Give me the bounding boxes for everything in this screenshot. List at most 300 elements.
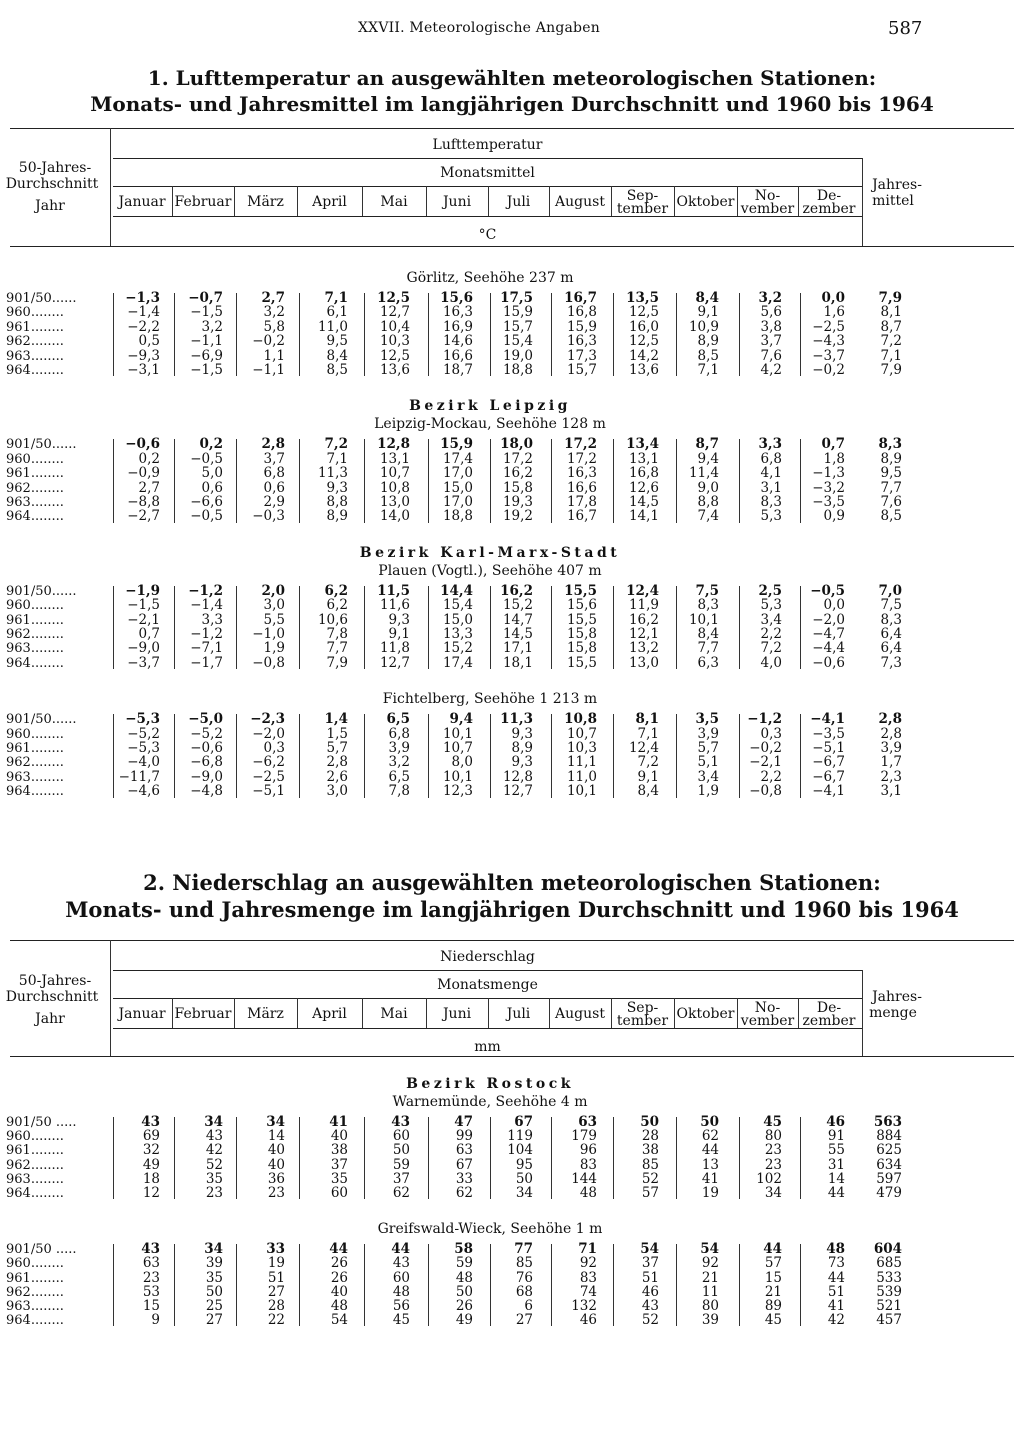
value-cell: −6,8 <box>190 754 223 771</box>
month-header: Oktober <box>676 194 735 210</box>
value-cell: 91 <box>827 1128 845 1145</box>
section2-title-line1: 2. Niederschlag an ausgewählten meteorologischen Stationen: <box>143 870 881 895</box>
value-cell: 17,0 <box>442 494 473 510</box>
value-cell: 8,1 <box>880 304 902 321</box>
month-header: August <box>555 1006 605 1022</box>
value-cell: 9,1 <box>637 768 659 785</box>
row-col-divider <box>299 714 300 797</box>
month-header-line2: zember <box>802 201 856 217</box>
value-cell: 19,0 <box>502 347 533 364</box>
value-cell: 13,4 <box>626 436 659 453</box>
value-cell: 67 <box>455 1156 473 1173</box>
value-cell: 52 <box>641 1170 659 1187</box>
value-cell: 5,1 <box>697 754 719 771</box>
value-cell: 8,8 <box>697 494 719 510</box>
value-cell: 10,1 <box>442 725 473 742</box>
value-cell: 16,8 <box>628 465 659 482</box>
value-cell: −4,0 <box>127 754 160 771</box>
value-cell: 13,0 <box>379 494 410 510</box>
value-cell: 104 <box>507 1142 533 1159</box>
value-cell: 1,4 <box>324 711 348 728</box>
section2-title <box>0 870 1024 924</box>
value-cell: 12 <box>142 1185 160 1201</box>
row-col-divider <box>551 1117 552 1199</box>
value-cell: 3,4 <box>760 611 782 628</box>
value-cell: 2,7 <box>138 479 160 496</box>
value-cell: 22 <box>267 1312 285 1329</box>
value-cell: 12,5 <box>379 347 410 364</box>
value-cell: 8,5 <box>697 347 719 364</box>
value-cell: 13,0 <box>628 654 659 671</box>
value-cell: 8,3 <box>878 436 902 453</box>
value-cell: 44 <box>763 1241 782 1258</box>
table-row <box>0 334 1024 349</box>
value-cell: 10,7 <box>566 725 597 742</box>
row-col-divider <box>236 714 237 797</box>
value-cell: 7,7 <box>697 640 719 657</box>
value-cell: 3,0 <box>263 597 285 614</box>
value-cell: 9 <box>151 1312 160 1329</box>
value-cell: −0,5 <box>190 508 223 525</box>
value-cell: 76 <box>515 1269 533 1286</box>
value-cell: 10,1 <box>566 783 597 800</box>
value-cell: 15,5 <box>566 611 597 628</box>
value-cell: 7,6 <box>880 494 902 510</box>
value-cell: −1,5 <box>190 362 223 378</box>
row-col-divider <box>739 714 740 797</box>
value-cell: 9,3 <box>388 611 410 628</box>
row-col-divider <box>364 714 365 797</box>
value-cell: 0,6 <box>263 479 285 496</box>
value-cell: 8,3 <box>697 597 719 614</box>
value-cell: 34 <box>764 1185 782 1201</box>
row-col-divider <box>551 714 552 797</box>
value-cell: 8,4 <box>695 290 719 306</box>
value-cell: 0,2 <box>138 450 160 467</box>
row-col-divider <box>236 586 237 669</box>
value-cell: 34 <box>266 1114 285 1130</box>
month-header: Mai <box>380 1006 408 1022</box>
value-cell: −1,3 <box>812 465 845 482</box>
value-cell: 2,6 <box>326 768 348 785</box>
value-cell: 12,3 <box>442 783 473 800</box>
value-cell: 43 <box>392 1255 410 1272</box>
row-col-divider <box>490 293 491 376</box>
value-cell: −4,8 <box>190 783 223 800</box>
row-col-divider <box>299 1117 300 1199</box>
value-cell: 2,7 <box>261 290 285 306</box>
row-col-divider <box>113 714 114 797</box>
value-cell: 71 <box>578 1241 597 1258</box>
value-cell: 26 <box>330 1255 348 1272</box>
value-cell: 2,8 <box>878 711 902 728</box>
value-cell: 3,9 <box>388 740 410 756</box>
row-col-divider <box>113 586 114 669</box>
station-title: Plauen (Vogtl.), Seehöhe 407 m <box>378 562 602 579</box>
value-cell: −2,0 <box>252 725 285 742</box>
value-cell: 67 <box>514 1114 533 1130</box>
value-cell: 10,1 <box>442 768 473 785</box>
year-label: 962........ <box>6 755 64 771</box>
row-col-divider <box>676 1117 677 1199</box>
value-cell: 5,6 <box>760 304 782 321</box>
row-col-divider <box>739 1117 740 1199</box>
value-cell: −3,2 <box>812 479 845 496</box>
value-cell: 27 <box>267 1283 285 1300</box>
value-cell: 16,8 <box>566 304 597 321</box>
value-cell: 34 <box>204 1241 223 1258</box>
value-cell: −5,0 <box>188 711 223 728</box>
value-cell: 0,0 <box>821 290 845 306</box>
station-title: Fichtelberg, Seehöhe 1 213 m <box>382 691 598 708</box>
value-cell: 32 <box>142 1142 160 1159</box>
month-header <box>798 190 860 216</box>
year-label: 964........ <box>6 509 64 525</box>
row-col-divider <box>490 1244 491 1326</box>
table-row <box>0 712 1024 727</box>
row-col-divider <box>551 1244 552 1326</box>
value-cell: 13 <box>701 1156 719 1173</box>
month-header-line1: De- <box>816 188 842 204</box>
value-cell: 12,7 <box>379 304 410 321</box>
row-col-divider <box>236 439 237 522</box>
row-col-divider <box>428 439 429 522</box>
value-cell: −4,3 <box>812 333 845 350</box>
value-cell: 8,3 <box>760 494 782 510</box>
value-cell: 19 <box>267 1255 285 1272</box>
row-col-divider <box>299 1244 300 1326</box>
row-col-divider <box>551 293 552 376</box>
value-cell: 16,6 <box>566 479 597 496</box>
value-cell: 2,8 <box>326 754 348 771</box>
row-col-divider <box>551 439 552 522</box>
row-col-divider <box>364 586 365 669</box>
value-cell: 8,4 <box>697 626 719 642</box>
row-col-divider <box>174 714 175 797</box>
value-cell: 19 <box>701 1185 719 1201</box>
value-cell: 14,1 <box>628 508 659 525</box>
month-header-line1: Sep- <box>626 188 659 204</box>
value-cell: 5,5 <box>263 611 285 628</box>
value-cell: −4,4 <box>812 640 845 657</box>
stub-label-2: Durchschnitt <box>5 176 99 192</box>
value-cell: 55 <box>827 1142 845 1159</box>
value-cell: 41 <box>827 1298 845 1314</box>
month-header-line2: vember <box>740 1013 795 1029</box>
value-cell: 63 <box>455 1142 473 1159</box>
row-col-divider <box>739 439 740 522</box>
value-cell: 0,9 <box>823 508 845 525</box>
value-cell: 80 <box>764 1128 782 1145</box>
value-cell: 1,9 <box>697 783 719 800</box>
year-label: 901/50...... <box>6 437 77 453</box>
value-cell: −11,7 <box>118 768 160 785</box>
value-cell: 17,0 <box>442 465 473 482</box>
value-cell: 12,5 <box>628 304 659 321</box>
month-header-line2: zember <box>802 1013 856 1029</box>
row-col-divider <box>364 1117 365 1199</box>
month-header: Oktober <box>676 1006 735 1022</box>
value-cell: −1,1 <box>190 333 223 350</box>
value-cell: 9,0 <box>697 479 719 496</box>
value-cell: 12,1 <box>628 626 659 642</box>
value-cell: −2,1 <box>127 611 160 628</box>
row-col-divider <box>113 293 114 376</box>
value-cell: 16,3 <box>566 333 597 350</box>
table-top-rule <box>10 128 1014 129</box>
value-cell: −6,7 <box>812 754 845 771</box>
month-header: Januar <box>118 194 166 210</box>
year-label: 964........ <box>6 1186 64 1201</box>
row-col-divider <box>676 439 677 522</box>
value-cell: −9,3 <box>127 347 160 364</box>
row-col-divider <box>800 1117 801 1199</box>
value-cell: 48 <box>579 1185 597 1201</box>
value-cell: 26 <box>455 1298 473 1314</box>
value-cell: −5,1 <box>252 783 285 800</box>
value-cell: 5,7 <box>326 740 348 756</box>
year-label: 960........ <box>6 451 64 467</box>
value-cell: 13,1 <box>379 450 410 467</box>
value-cell: 16,7 <box>564 290 597 306</box>
value-cell: 7,1 <box>697 362 719 378</box>
value-cell: 40 <box>267 1156 285 1173</box>
year-label: 962........ <box>6 627 64 642</box>
value-cell: 9,3 <box>326 479 348 496</box>
value-cell: 7,3 <box>880 654 902 671</box>
value-cell: 44 <box>329 1241 348 1258</box>
value-cell: −1,7 <box>190 654 223 671</box>
value-cell: 40 <box>330 1283 348 1300</box>
value-cell: −0,7 <box>188 290 223 306</box>
value-cell: 0,5 <box>138 333 160 350</box>
station-title: Greifswald-Wieck, Seehöhe 1 m <box>377 1221 603 1238</box>
row-col-divider <box>364 439 365 522</box>
value-cell: 68 <box>515 1283 533 1300</box>
annual-header-2: menge <box>869 1005 917 1021</box>
value-cell: 10,4 <box>379 318 410 335</box>
row-col-divider <box>236 1117 237 1199</box>
row-col-divider <box>364 1244 365 1326</box>
value-cell: 15,2 <box>442 640 473 657</box>
value-cell: 6 <box>524 1298 533 1314</box>
value-cell: 3,2 <box>388 754 410 771</box>
value-cell: 15,7 <box>502 318 533 335</box>
value-cell: 13,5 <box>626 290 659 306</box>
value-cell: 34 <box>204 1114 223 1130</box>
value-cell: 18,1 <box>502 654 533 671</box>
value-cell: 73 <box>827 1255 845 1272</box>
value-cell: 14 <box>827 1170 845 1187</box>
value-cell: 8,9 <box>880 450 902 467</box>
month-header: Februar <box>174 1006 232 1022</box>
value-cell: 54 <box>700 1241 719 1258</box>
year-label: 962........ <box>6 1284 64 1300</box>
value-cell: 62 <box>701 1128 719 1145</box>
value-cell: 38 <box>641 1142 659 1159</box>
value-cell: 7,8 <box>326 626 348 642</box>
value-cell: 7,7 <box>880 479 902 496</box>
value-cell: 5,8 <box>263 318 285 335</box>
value-cell: 6,4 <box>880 626 902 642</box>
value-cell: −0,8 <box>252 654 285 671</box>
value-cell: 27 <box>515 1312 533 1329</box>
value-cell: 41 <box>701 1170 719 1187</box>
value-cell: 16,7 <box>566 508 597 525</box>
value-cell: −5,2 <box>190 725 223 742</box>
section1-title-line1: 1. Lufttemperatur an ausgewählten meteorologischen Stationen: <box>147 66 877 90</box>
value-cell: 11,6 <box>379 597 410 614</box>
value-cell: 28 <box>641 1128 659 1145</box>
table-row <box>0 1313 1024 1328</box>
value-cell: 8,7 <box>695 436 719 453</box>
month-header: Februar <box>174 194 232 210</box>
row-col-divider <box>236 1244 237 1326</box>
value-cell: 0,0 <box>823 597 845 614</box>
value-cell: 58 <box>454 1241 473 1258</box>
value-cell: −8,8 <box>127 494 160 510</box>
value-cell: 11,9 <box>628 597 659 614</box>
value-cell: −2,0 <box>812 611 845 628</box>
value-cell: 23 <box>205 1185 223 1201</box>
month-header-line2: tember <box>616 1013 669 1029</box>
value-cell: 33 <box>455 1170 473 1187</box>
value-cell: 11,1 <box>566 754 597 771</box>
value-cell: −1,2 <box>747 711 782 728</box>
value-cell: −2,2 <box>127 318 160 335</box>
value-cell: 39 <box>701 1312 719 1329</box>
value-cell: 57 <box>764 1255 782 1272</box>
value-cell: 11,5 <box>377 582 410 599</box>
month-header-line1: De- <box>816 1000 842 1016</box>
year-label: 963........ <box>6 1299 64 1314</box>
month-header: Juli <box>506 194 531 210</box>
year-label: 961........ <box>6 1270 64 1286</box>
value-cell: 3,4 <box>697 768 719 785</box>
group-header: Lufttemperatur <box>432 137 543 153</box>
value-cell: 3,0 <box>326 783 348 800</box>
stub-label-3: Jahr <box>35 1011 65 1027</box>
value-cell: 41 <box>329 1114 348 1130</box>
year-label: 962........ <box>6 334 64 350</box>
value-cell: 14,2 <box>628 347 659 364</box>
value-cell: 10,7 <box>442 740 473 756</box>
value-cell: 45 <box>764 1312 782 1329</box>
month-header <box>737 1002 798 1028</box>
row-col-divider <box>739 293 740 376</box>
value-cell: −2,1 <box>749 754 782 771</box>
value-cell: 50 <box>640 1114 659 1130</box>
value-cell: 2,5 <box>758 582 782 599</box>
row-col-divider <box>490 439 491 522</box>
value-cell: 10,9 <box>688 318 719 335</box>
value-cell: 13,2 <box>628 640 659 657</box>
value-cell: 43 <box>205 1128 223 1145</box>
value-cell: −7,1 <box>190 640 223 657</box>
value-cell: 45 <box>763 1114 782 1130</box>
section1-title-line2: Monats- und Jahresmittel im langjährigen Durchschnitt und 1960 bis 1964 <box>90 91 934 116</box>
value-cell: 0,3 <box>760 725 782 742</box>
month-header: Januar <box>118 1006 166 1022</box>
value-cell: 63 <box>142 1255 160 1272</box>
value-cell: 685 <box>876 1255 902 1272</box>
value-cell: 48 <box>392 1283 410 1300</box>
value-cell: 16,9 <box>442 318 473 335</box>
month-header: März <box>247 194 284 210</box>
table-row <box>0 784 1024 799</box>
year-label: 960........ <box>6 1129 64 1145</box>
value-cell: 18,8 <box>442 508 473 525</box>
value-cell: 11,0 <box>566 768 597 785</box>
value-cell: −3,1 <box>127 362 160 378</box>
value-cell: 16,2 <box>500 582 533 599</box>
value-cell: 53 <box>142 1283 160 1300</box>
annual-header-1: Jahres- <box>872 177 922 193</box>
row-col-divider <box>739 586 740 669</box>
row-col-divider <box>551 586 552 669</box>
value-cell: 10,7 <box>379 465 410 482</box>
value-cell: 37 <box>641 1255 659 1272</box>
value-cell: 59 <box>392 1156 410 1173</box>
year-label: 961........ <box>6 1143 64 1159</box>
value-cell: 12,4 <box>626 582 659 599</box>
value-cell: 8,7 <box>880 318 902 335</box>
value-cell: 5,3 <box>760 597 782 614</box>
row-col-divider <box>613 714 614 797</box>
value-cell: −1,5 <box>190 304 223 321</box>
row-col-divider <box>428 1117 429 1199</box>
value-cell: 6,2 <box>326 597 348 614</box>
value-cell: 15,8 <box>566 626 597 642</box>
value-cell: 18,7 <box>442 362 473 378</box>
stub-label-1: 50-Jahres- <box>18 973 92 989</box>
value-cell: 19,3 <box>502 494 533 510</box>
region-title: Bezirk Rostock <box>406 1076 574 1092</box>
value-cell: 7,4 <box>697 508 719 525</box>
value-cell: 10,3 <box>379 333 410 350</box>
value-cell: 6,8 <box>388 725 410 742</box>
value-cell: 6,5 <box>388 768 410 785</box>
value-cell: 6,2 <box>324 582 348 599</box>
row-col-divider <box>800 439 801 522</box>
value-cell: 16,2 <box>502 465 533 482</box>
year-label: 901/50 ..... <box>6 1115 77 1130</box>
value-cell: 625 <box>876 1142 902 1159</box>
value-cell: 3,1 <box>880 783 902 800</box>
value-cell: 7,0 <box>878 582 902 599</box>
table-top-rule <box>10 940 1014 941</box>
value-cell: 563 <box>873 1114 902 1130</box>
value-cell: 50 <box>205 1283 223 1300</box>
value-cell: −0,2 <box>749 740 782 756</box>
value-cell: 25 <box>205 1298 223 1314</box>
value-cell: 14,5 <box>628 494 659 510</box>
sub-header: Monatsmittel <box>440 165 535 181</box>
month-header: August <box>555 194 605 210</box>
value-cell: 2,9 <box>263 494 285 510</box>
value-cell: 36 <box>267 1170 285 1187</box>
value-cell: 44 <box>701 1142 719 1159</box>
row-col-divider <box>364 293 365 376</box>
row-col-divider <box>800 586 801 669</box>
value-cell: 15,2 <box>502 597 533 614</box>
value-cell: 46 <box>826 1114 845 1130</box>
year-label: 961........ <box>6 319 64 335</box>
value-cell: 479 <box>876 1185 902 1201</box>
value-cell: 15,4 <box>442 597 473 614</box>
row-col-divider <box>613 439 614 522</box>
month-header-line2: tember <box>616 201 669 217</box>
